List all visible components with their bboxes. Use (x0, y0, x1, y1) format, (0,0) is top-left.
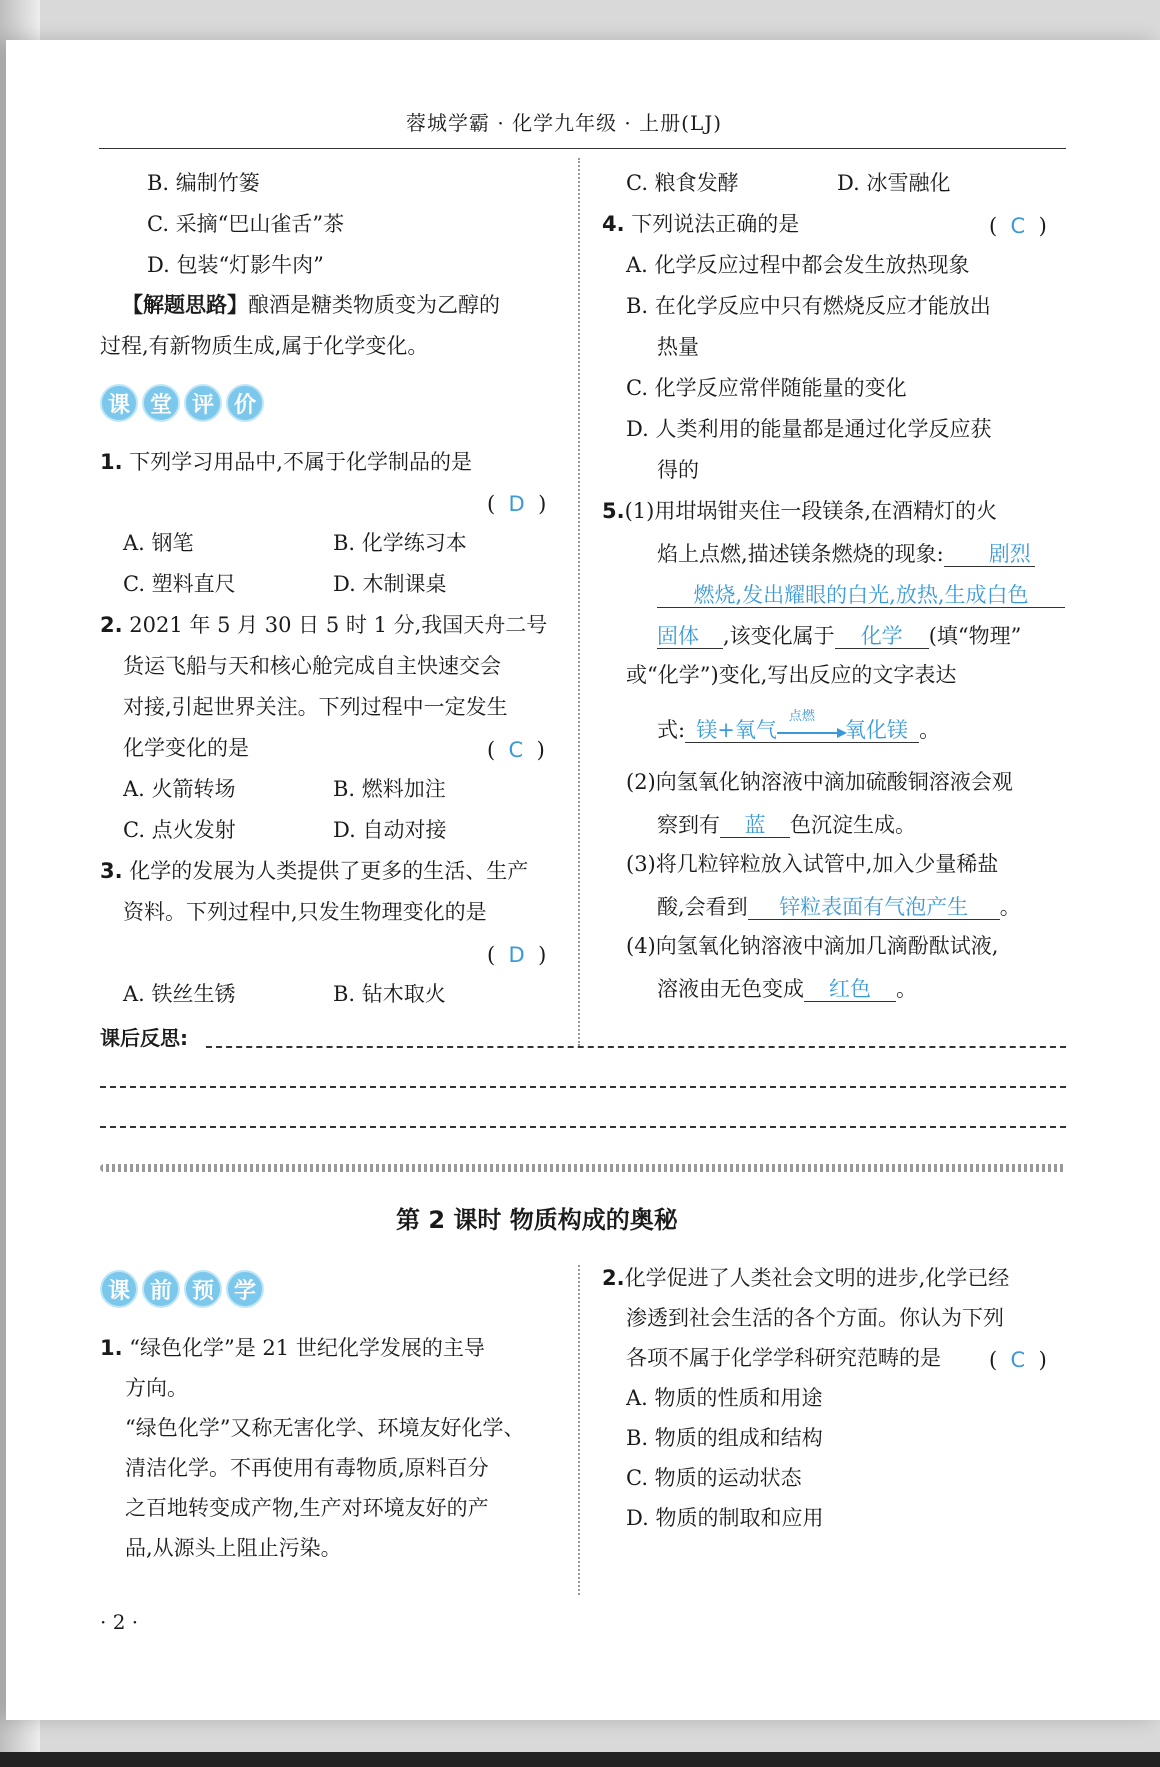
answer-letter: C (1010, 1348, 1026, 1372)
equation-right: 氧化镁 (844, 718, 908, 742)
answer-bracket-q2: ( C ) (487, 738, 545, 762)
running-header: 蓉城学霸 · 化学九年级 · 上册(LJ) (406, 111, 723, 135)
q5-p2-line-1: (2)向氢氧化钠溶液中滴加硫酸铜溶液会观 (626, 770, 1013, 794)
text: ,该变化属于 (723, 624, 835, 648)
question-2 (100, 615, 547, 636)
hint-text: 酿酒是糖类物质变为乙醇的 (248, 293, 500, 317)
q3-option-c: C. 粮食发酵 (626, 171, 739, 195)
hint-line-2: 过程,有新物质生成,属于化学变化。 (100, 334, 429, 358)
q3-option-a: A. 铁丝生锈 (123, 982, 236, 1006)
question-number: 1. (100, 450, 123, 474)
badge-char: 课 (100, 1270, 138, 1308)
document-page (6, 40, 1160, 1720)
pre1-line-4: 清洁化学。不再使用有毒物质,原料百分 (125, 1456, 489, 1480)
reaction-arrow (777, 708, 845, 734)
equation-left: 镁+氧气 (696, 718, 777, 742)
hint-line-1 (122, 295, 500, 316)
text: 各项不属于化学学科研究范畴的是 (626, 1346, 941, 1370)
hint-label: 【解题思路】 (122, 293, 248, 317)
text: 式: (657, 718, 686, 742)
q5-p4-line-1: (4)向氢氧化钠溶液中滴加几滴酚酞试液, (626, 934, 999, 958)
question-number: 4. (602, 212, 625, 236)
header-rule (99, 148, 1066, 149)
q5-p4-line-2 (657, 977, 917, 1002)
q3-option-b: B. 钻木取火 (333, 982, 446, 1006)
badge-char: 课 (100, 384, 138, 422)
q4-option-b: B. 在化学反应中只有燃烧反应才能放出 (626, 294, 991, 318)
q4-option-c: C. 化学反应常伴随能量的变化 (626, 376, 907, 400)
question-text: “绿色化学”是 21 世纪化学发展的主导 (129, 1336, 485, 1360)
text: 。 (896, 977, 917, 1001)
question-number: 2. (100, 613, 123, 637)
question-5 (602, 501, 997, 522)
section-badge-keqian (100, 1270, 264, 1308)
badge-char: 价 (226, 384, 264, 422)
text: 焰上点燃,描述镁条燃烧的现象: (657, 542, 944, 566)
pre2-line-3 (626, 1348, 941, 1369)
q5-p1-line-5: 或“化学”)变化,写出反应的文字表达 (626, 663, 957, 687)
section-divider-wave (100, 1164, 1066, 1172)
answer-fill: 蓝 (720, 813, 790, 838)
question-text: 下列学习用品中,不属于化学制品的是 (129, 450, 472, 474)
q5-p2-line-2 (657, 813, 916, 838)
q2-line-2: 货运飞船与天和核心舱完成自主快速交会 (123, 654, 501, 678)
text: 酸,会看到 (657, 895, 748, 919)
column-divider-top (578, 158, 580, 1046)
question-text: 下列说法正确的是 (631, 212, 800, 236)
q4-option-b-cont: 热量 (657, 335, 699, 359)
q4-option-d: D. 人类利用的能量都是通过化学反应获 (626, 417, 992, 441)
pre1-line-3: “绿色化学”又称无害化学、环境友好化学、 (125, 1416, 525, 1440)
reflection-label: 课后反思: (100, 1026, 188, 1050)
text: 溶液由无色变成 (657, 977, 804, 1001)
q5-p1-line-6 (657, 708, 941, 743)
badge-char: 学 (226, 1270, 264, 1308)
question-text: 化学的发展为人类提供了更多的生活、生产 (129, 859, 529, 883)
q4-option-d-cont: 得的 (657, 458, 699, 482)
pre1-line-2: 方向。 (125, 1376, 188, 1400)
q3-line-2: 资料。下列过程中,只发生物理变化的是 (123, 900, 487, 924)
pre2-option-b: B. 物质的组成和结构 (626, 1426, 823, 1450)
reflection-line (100, 1086, 1066, 1088)
q2-option-b: B. 燃料加注 (333, 777, 446, 801)
answer-letter: C (508, 738, 524, 762)
q2-line-4: 化学变化的是 (123, 736, 249, 760)
answer-bracket-q3: ( D ) (487, 943, 547, 967)
answer-fill: 剧烈 (944, 542, 1035, 567)
answer-fill: 红色 (804, 977, 896, 1002)
reflection-line (206, 1046, 1066, 1048)
text: 色沉淀生成。 (790, 813, 916, 837)
question-number: 2. (602, 1266, 625, 1290)
pre1-line-6: 品,从源头上阻止污染。 (125, 1536, 342, 1560)
q4-option-a: A. 化学反应过程中都会发生放热现象 (626, 253, 970, 277)
answer-bracket-q1: ( D ) (487, 492, 547, 516)
section-badge-ketang (100, 384, 264, 422)
lesson-title: 第 2 课时 物质构成的奥秘 (396, 1206, 678, 1234)
option-c: C. 采摘“巴山雀舌”茶 (147, 212, 345, 236)
reflection-line (100, 1126, 1066, 1128)
pre2-option-d: D. 物质的制取和应用 (626, 1506, 824, 1530)
q2-option-c: C. 点火发射 (123, 818, 236, 842)
answer-fill: 锌粒表面有气泡产生 (748, 895, 1000, 920)
q1-option-d: D. 木制课桌 (333, 572, 447, 596)
answer-letter: D (508, 943, 525, 967)
text: 。 (919, 718, 941, 742)
answer-letter: C (1010, 214, 1026, 238)
question-text: (1)用坩埚钳夹住一段镁条,在酒精灯的火 (624, 499, 998, 523)
q1-option-c: C. 塑料直尺 (123, 572, 236, 596)
question-4 (602, 214, 799, 235)
pre-question-1 (100, 1338, 485, 1359)
column-divider-bottom (578, 1265, 580, 1595)
question-3 (100, 861, 528, 882)
answer-fill: 燃烧,发出耀眼的白光,放热,生成白色 (657, 583, 1065, 608)
question-1 (100, 452, 472, 473)
q5-p3-line-2 (657, 895, 1021, 920)
q5-p1-line-4 (657, 624, 1021, 649)
bottom-bar (0, 1752, 1160, 1767)
reaction-condition: 点燃 (788, 708, 815, 724)
pre2-line-2: 渗透到社会生活的各个方面。你认为下列 (626, 1306, 1004, 1330)
question-number: 1. (100, 1336, 123, 1360)
q2-option-d: D. 自动对接 (333, 818, 447, 842)
question-text: 化学促进了人类社会文明的进步,化学已经 (624, 1266, 1010, 1290)
q1-option-a: A. 钢笔 (123, 531, 194, 555)
question-number: 3. (100, 859, 123, 883)
text: 察到有 (657, 813, 720, 837)
q3-option-d: D. 冰雪融化 (837, 171, 951, 195)
text: (填“物理” (928, 624, 1022, 648)
answer-fill: 固体 (657, 624, 723, 649)
option-b: B. 编制竹篓 (147, 171, 260, 195)
pre1-line-5: 之百地转变成产物,生产对环境友好的产 (125, 1496, 489, 1520)
pre2-option-a: A. 物质的性质和用途 (626, 1386, 823, 1410)
q2-option-a: A. 火箭转场 (123, 777, 236, 801)
q2-line-3: 对接,引起世界关注。下列过程中一定发生 (123, 695, 508, 719)
q5-p1-line-2 (657, 542, 1035, 567)
pre-question-2 (602, 1268, 1009, 1289)
q5-p1-line-3 (657, 583, 1065, 608)
badge-char: 堂 (142, 384, 180, 422)
question-text: 2021 年 5 月 30 日 5 时 1 分,我国天舟二号 (129, 613, 548, 637)
answer-bracket-q4: ( C ) (989, 214, 1047, 238)
answer-fill: 化学 (835, 624, 929, 649)
option-d: D. 包装“灯影牛肉” (147, 253, 324, 277)
badge-char: 评 (184, 384, 222, 422)
equation-fill (685, 708, 919, 743)
question-number: 5. (602, 499, 625, 523)
badge-char: 前 (142, 1270, 180, 1308)
pre2-option-c: C. 物质的运动状态 (626, 1466, 802, 1490)
text: 。 (999, 895, 1021, 919)
badge-char: 预 (184, 1270, 222, 1308)
answer-letter: D (508, 492, 525, 516)
q1-option-b: B. 化学练习本 (333, 531, 467, 555)
page-number: · 2 · (100, 1610, 139, 1634)
q5-p3-line-1: (3)将几粒锌粒放入试管中,加入少量稀盐 (626, 852, 999, 876)
answer-bracket-pre2: ( C ) (989, 1348, 1047, 1372)
